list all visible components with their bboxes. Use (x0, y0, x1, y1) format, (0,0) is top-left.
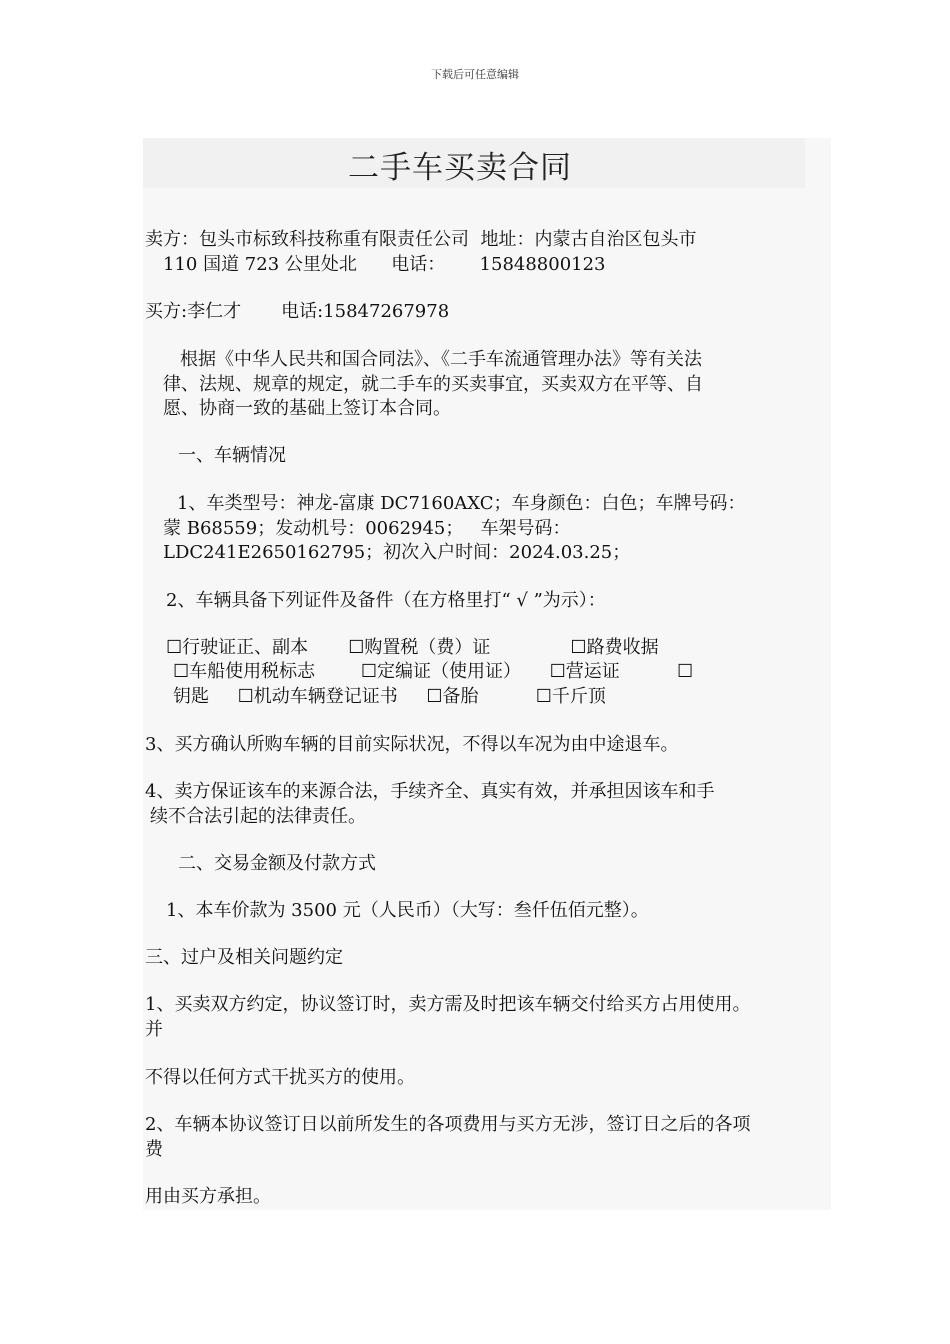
intro-line-1: 根据《中华人民共和国合同法》、《二手车流通管理办法》等有关法 (180, 349, 702, 370)
section1-item1-line-3: LDC241E2650162795；初次入户时间：2024.03.25； (163, 542, 631, 563)
section1-item2: 2、车辆具备下列证件及备件（在方格里打“ √ ”为示）： (166, 590, 606, 611)
section3-item2-line-2: 费 (145, 1139, 163, 1160)
section3-item1-line-1: 1、买卖双方约定，协议签订时，卖方需及时把该车辆交付给买方占用使用。 (145, 994, 751, 1015)
seller-line-2: 110 国道 723 公里处北 电话： 15848800123 (163, 254, 606, 275)
buyer-line: 买方:李仁才 电话:15847267978 (145, 301, 450, 322)
checklist-line-1: ☐行驶证正、副本 ☐购置税（费）证 ☐路费收据 (166, 637, 659, 658)
section1-item1-line-1: 1、车类型号：神龙-富康 DC7160AXC；车身颜色：白色；车牌号码： (177, 493, 746, 514)
section1-item3: 3、买方确认所购车辆的目前实际状况，不得以车况为由中途退车。 (145, 734, 679, 755)
section3-item1-line-3: 不得以任何方式干扰买方的使用。 (145, 1067, 415, 1088)
section1-item4-line-1: 4、卖方保证该车的来源合法，手续齐全、真实有效，并承担因该车和手 (145, 781, 715, 802)
intro-line-2: 律、法规、规章的规定，就二手车的买卖事宜，买卖双方在平等、自 (163, 374, 703, 395)
intro-line-3: 愿、协商一致的基础上签订本合同。 (163, 398, 451, 419)
seller-line-1: 卖方：包头市标致科技称重有限责任公司 地址：内蒙古自治区包头市 (145, 229, 697, 250)
section2-item1: 1、本车价款为 3500 元（人民币）（大写：叁仟伍佰元整）。 (166, 900, 649, 921)
section3-heading: 三、过户及相关问题约定 (145, 947, 343, 968)
section3-item2-line-1: 2、车辆本协议签订日以前所发生的各项费用与买方无涉，签订日之后的各项 (145, 1114, 751, 1135)
section1-item4-line-2: 续不合法引起的法律责任。 (150, 806, 366, 827)
checklist-line-3: 钥匙 ☐机动车辆登记证书 ☐备胎 ☐千斤顶 (173, 686, 606, 707)
section1-heading: 一、车辆情况 (178, 445, 286, 466)
section3-item2-line-3: 用由买方承担。 (145, 1186, 271, 1207)
contract-title: 二手车买卖合同 (348, 150, 572, 186)
section2-heading: 二、交易金额及付款方式 (178, 853, 376, 874)
section1-item1-line-2: 蒙 B68559；发动机号：0062945； 车架号码： (163, 518, 571, 539)
checklist-line-2: ☐车船使用税标志 ☐定编证（使用证） ☐营运证 ☐ (173, 661, 694, 682)
header-note: 下载后可任意编辑 (431, 68, 519, 81)
section3-item1-line-2: 并 (145, 1019, 163, 1040)
